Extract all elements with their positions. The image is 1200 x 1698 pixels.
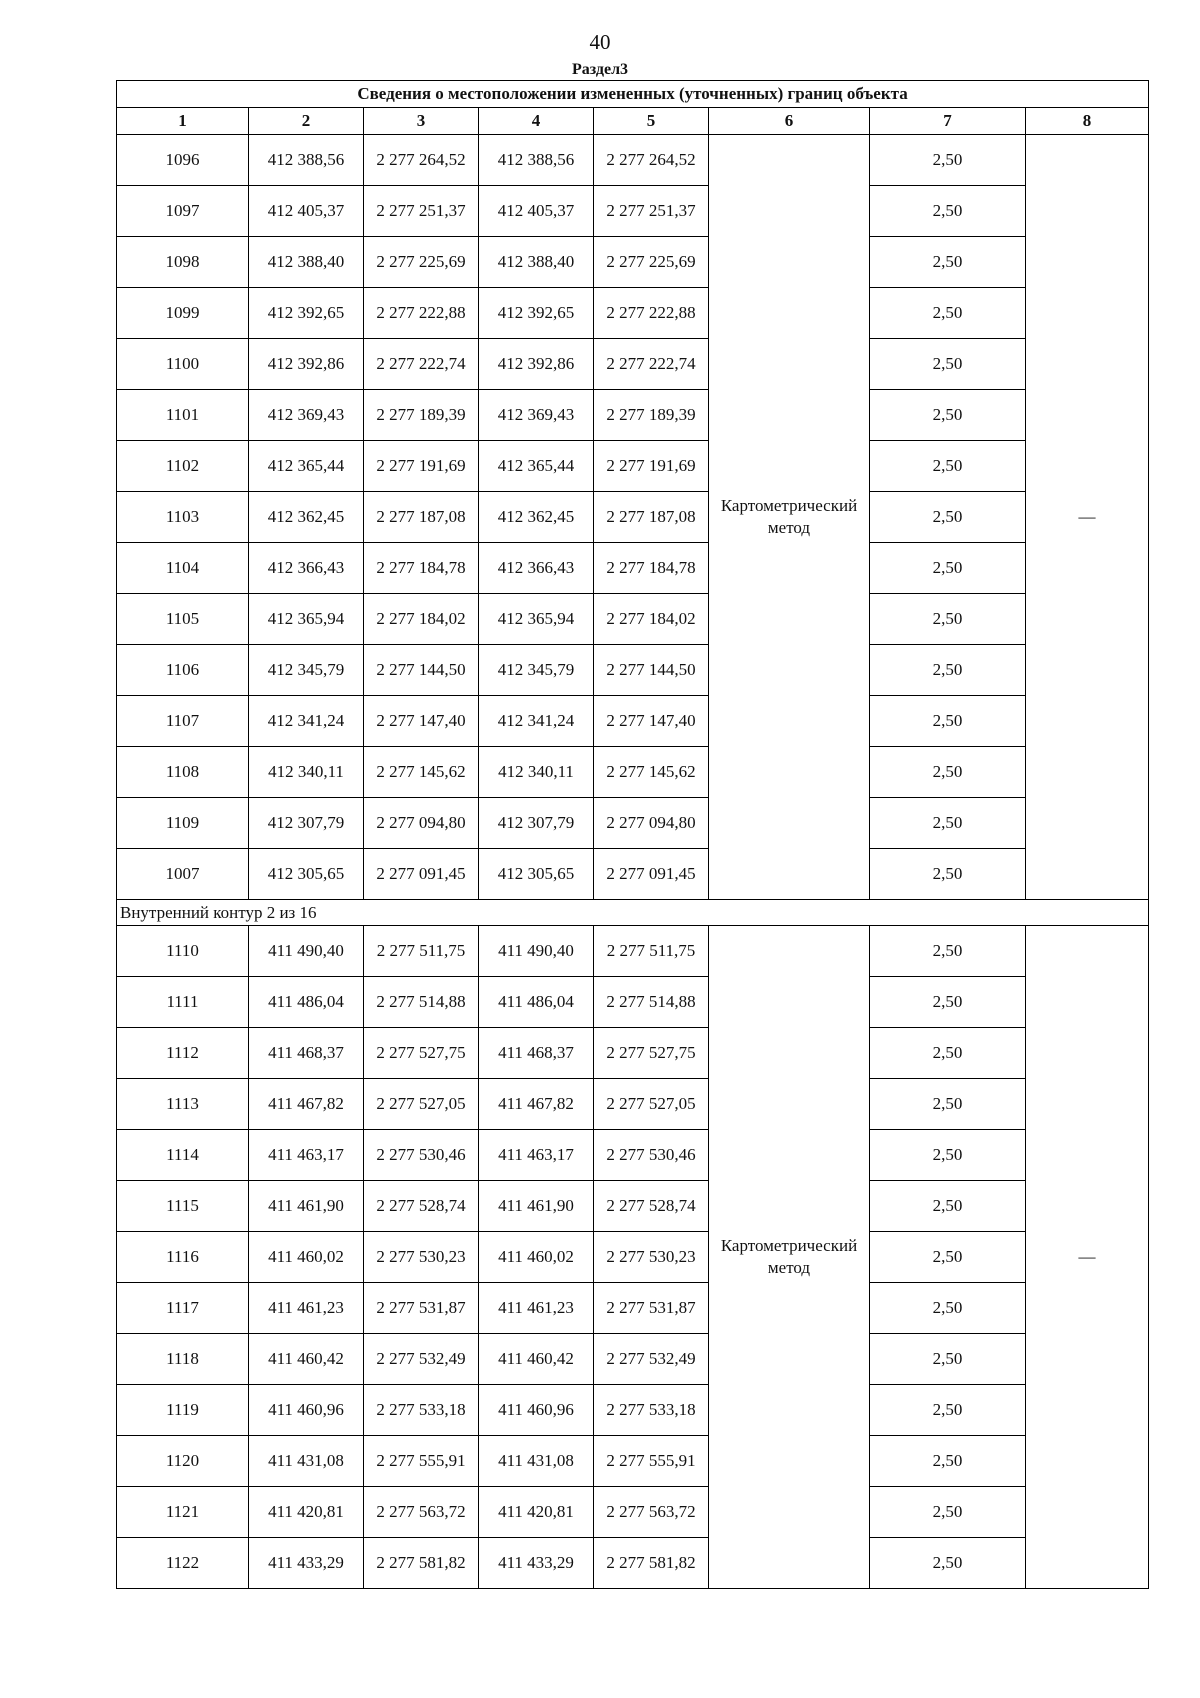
x-coordinate: 411 463,17 <box>249 1130 364 1181</box>
point-number: 1111 <box>117 977 249 1028</box>
x-coordinate: 412 405,37 <box>249 186 364 237</box>
table-row <box>117 1079 1149 1130</box>
y-coordinate-new: 2 277 528,74 <box>594 1181 709 1232</box>
x-coordinate: 411 467,82 <box>249 1079 364 1130</box>
accuracy-value: 2,50 <box>870 441 1026 492</box>
y-coordinate: 2 277 189,39 <box>364 390 479 441</box>
table-row <box>117 135 1149 186</box>
y-coordinate-new: 2 277 191,69 <box>594 441 709 492</box>
y-coordinate-new: 2 277 511,75 <box>594 926 709 977</box>
x-coordinate: 411 461,90 <box>249 1181 364 1232</box>
x-coordinate: 411 460,42 <box>249 1334 364 1385</box>
x-coordinate-new: 412 405,37 <box>479 186 594 237</box>
point-number: 1119 <box>117 1385 249 1436</box>
column-header: 5 <box>594 108 709 135</box>
table-row <box>117 441 1149 492</box>
accuracy-value: 2,50 <box>870 492 1026 543</box>
accuracy-value: 2,50 <box>870 1028 1026 1079</box>
table-row <box>117 237 1149 288</box>
x-coordinate: 412 305,65 <box>249 849 364 900</box>
x-coordinate-new: 411 486,04 <box>479 977 594 1028</box>
x-coordinate: 411 431,08 <box>249 1436 364 1487</box>
y-coordinate: 2 277 530,23 <box>364 1232 479 1283</box>
x-coordinate-new: 412 362,45 <box>479 492 594 543</box>
y-coordinate: 2 277 222,88 <box>364 288 479 339</box>
point-number: 1121 <box>117 1487 249 1538</box>
table-row <box>117 798 1149 849</box>
table-row <box>117 1385 1149 1436</box>
y-coordinate-new: 2 277 225,69 <box>594 237 709 288</box>
column-header-row <box>117 108 1149 135</box>
point-number: 1114 <box>117 1130 249 1181</box>
table-caption-row <box>117 81 1149 108</box>
x-coordinate: 411 490,40 <box>249 926 364 977</box>
y-coordinate-new: 2 277 555,91 <box>594 1436 709 1487</box>
point-number: 1007 <box>117 849 249 900</box>
y-coordinate: 2 277 514,88 <box>364 977 479 1028</box>
y-coordinate: 2 277 091,45 <box>364 849 479 900</box>
y-coordinate-new: 2 277 531,87 <box>594 1283 709 1334</box>
x-coordinate-new: 411 433,29 <box>479 1538 594 1589</box>
point-number: 1108 <box>117 747 249 798</box>
accuracy-value: 2,50 <box>870 645 1026 696</box>
x-coordinate-new: 411 420,81 <box>479 1487 594 1538</box>
point-number: 1100 <box>117 339 249 390</box>
x-coordinate: 412 392,86 <box>249 339 364 390</box>
y-coordinate: 2 277 184,02 <box>364 594 479 645</box>
point-number: 1104 <box>117 543 249 594</box>
point-number: 1107 <box>117 696 249 747</box>
x-coordinate-new: 411 467,82 <box>479 1079 594 1130</box>
accuracy-value: 2,50 <box>870 1130 1026 1181</box>
x-coordinate: 412 392,65 <box>249 288 364 339</box>
point-number: 1118 <box>117 1334 249 1385</box>
x-coordinate-new: 412 305,65 <box>479 849 594 900</box>
table-row <box>117 1181 1149 1232</box>
y-coordinate-new: 2 277 532,49 <box>594 1334 709 1385</box>
x-coordinate: 411 486,04 <box>249 977 364 1028</box>
column-header: 8 <box>1026 108 1149 135</box>
page-number: 40 <box>589 30 611 54</box>
y-coordinate: 2 277 187,08 <box>364 492 479 543</box>
table-row <box>117 543 1149 594</box>
y-coordinate-new: 2 277 530,46 <box>594 1130 709 1181</box>
point-number: 1112 <box>117 1028 249 1079</box>
table-row <box>117 594 1149 645</box>
x-coordinate-new: 411 460,42 <box>479 1334 594 1385</box>
x-coordinate-new: 412 365,44 <box>479 441 594 492</box>
accuracy-value: 2,50 <box>870 1436 1026 1487</box>
y-coordinate-new: 2 277 222,88 <box>594 288 709 339</box>
x-coordinate-new: 412 345,79 <box>479 645 594 696</box>
point-number: 1117 <box>117 1283 249 1334</box>
point-number: 1096 <box>117 135 249 186</box>
point-number: 1116 <box>117 1232 249 1283</box>
accuracy-value: 2,50 <box>870 339 1026 390</box>
y-coordinate-new: 2 277 527,05 <box>594 1079 709 1130</box>
x-coordinate: 412 307,79 <box>249 798 364 849</box>
x-coordinate-new: 412 388,40 <box>479 237 594 288</box>
table-row <box>117 1028 1149 1079</box>
table-row <box>117 926 1149 977</box>
table-row <box>117 390 1149 441</box>
x-coordinate-new: 412 369,43 <box>479 390 594 441</box>
table-row <box>117 339 1149 390</box>
y-coordinate: 2 277 530,46 <box>364 1130 479 1181</box>
y-coordinate-new: 2 277 251,37 <box>594 186 709 237</box>
y-coordinate-new: 2 277 184,02 <box>594 594 709 645</box>
accuracy-value: 2,50 <box>870 1487 1026 1538</box>
x-coordinate: 412 388,56 <box>249 135 364 186</box>
x-coordinate: 412 365,94 <box>249 594 364 645</box>
x-coordinate: 411 461,23 <box>249 1283 364 1334</box>
table-row <box>117 645 1149 696</box>
column-header: 6 <box>709 108 870 135</box>
accuracy-value: 2,50 <box>870 135 1026 186</box>
contour-label-row <box>117 900 1149 926</box>
point-number: 1103 <box>117 492 249 543</box>
x-coordinate: 411 468,37 <box>249 1028 364 1079</box>
x-coordinate-new: 411 461,90 <box>479 1181 594 1232</box>
accuracy-value: 2,50 <box>870 1385 1026 1436</box>
table-row <box>117 1283 1149 1334</box>
y-coordinate: 2 277 581,82 <box>364 1538 479 1589</box>
y-coordinate: 2 277 527,75 <box>364 1028 479 1079</box>
y-coordinate: 2 277 145,62 <box>364 747 479 798</box>
x-coordinate: 412 345,79 <box>249 645 364 696</box>
y-coordinate: 2 277 563,72 <box>364 1487 479 1538</box>
accuracy-value: 2,50 <box>870 1181 1026 1232</box>
point-number: 1113 <box>117 1079 249 1130</box>
column-header: 3 <box>364 108 479 135</box>
y-coordinate-new: 2 277 514,88 <box>594 977 709 1028</box>
accuracy-value: 2,50 <box>870 390 1026 441</box>
accuracy-value: 2,50 <box>870 594 1026 645</box>
column-header: 2 <box>249 108 364 135</box>
x-coordinate: 412 366,43 <box>249 543 364 594</box>
y-coordinate: 2 277 532,49 <box>364 1334 479 1385</box>
y-coordinate-new: 2 277 145,62 <box>594 747 709 798</box>
x-coordinate-new: 412 341,24 <box>479 696 594 747</box>
method-cell: Картометрический метод <box>709 135 870 900</box>
point-number: 1105 <box>117 594 249 645</box>
x-coordinate-new: 412 392,86 <box>479 339 594 390</box>
y-coordinate: 2 277 225,69 <box>364 237 479 288</box>
table-caption: Сведения о местоположении измененных (уточненных) границ объекта <box>117 81 1149 108</box>
accuracy-value: 2,50 <box>870 1232 1026 1283</box>
y-coordinate: 2 277 533,18 <box>364 1385 479 1436</box>
contour-label: Внутренний контур 2 из 16 <box>117 900 1149 926</box>
table-row <box>117 186 1149 237</box>
x-coordinate-new: 412 307,79 <box>479 798 594 849</box>
table-row <box>117 1538 1149 1589</box>
point-number: 1106 <box>117 645 249 696</box>
y-coordinate: 2 277 511,75 <box>364 926 479 977</box>
x-coordinate: 412 365,44 <box>249 441 364 492</box>
y-coordinate-new: 2 277 187,08 <box>594 492 709 543</box>
x-coordinate-new: 411 460,96 <box>479 1385 594 1436</box>
table-row <box>117 1130 1149 1181</box>
point-number: 1101 <box>117 390 249 441</box>
accuracy-value: 2,50 <box>870 696 1026 747</box>
x-coordinate: 412 341,24 <box>249 696 364 747</box>
column-header: 1 <box>117 108 249 135</box>
y-coordinate: 2 277 191,69 <box>364 441 479 492</box>
table-row <box>117 696 1149 747</box>
accuracy-value: 2,50 <box>870 926 1026 977</box>
boundary-coordinates-table <box>116 80 1149 1589</box>
point-number: 1115 <box>117 1181 249 1232</box>
accuracy-value: 2,50 <box>870 1079 1026 1130</box>
y-coordinate-new: 2 277 530,23 <box>594 1232 709 1283</box>
table-row <box>117 977 1149 1028</box>
y-coordinate-new: 2 277 094,80 <box>594 798 709 849</box>
x-coordinate: 412 388,40 <box>249 237 364 288</box>
x-coordinate-new: 411 490,40 <box>479 926 594 977</box>
note-cell: — <box>1026 926 1149 1589</box>
note-cell: — <box>1026 135 1149 900</box>
table-row <box>117 492 1149 543</box>
x-coordinate: 411 460,96 <box>249 1385 364 1436</box>
point-number: 1120 <box>117 1436 249 1487</box>
x-coordinate: 411 460,02 <box>249 1232 364 1283</box>
accuracy-value: 2,50 <box>870 849 1026 900</box>
y-coordinate: 2 277 251,37 <box>364 186 479 237</box>
column-header: 7 <box>870 108 1026 135</box>
table-row <box>117 1232 1149 1283</box>
x-coordinate-new: 412 392,65 <box>479 288 594 339</box>
accuracy-value: 2,50 <box>870 747 1026 798</box>
y-coordinate: 2 277 264,52 <box>364 135 479 186</box>
column-header: 4 <box>479 108 594 135</box>
accuracy-value: 2,50 <box>870 186 1026 237</box>
x-coordinate-new: 411 463,17 <box>479 1130 594 1181</box>
point-number: 1109 <box>117 798 249 849</box>
accuracy-value: 2,50 <box>870 977 1026 1028</box>
table-row <box>117 1487 1149 1538</box>
y-coordinate-new: 2 277 527,75 <box>594 1028 709 1079</box>
x-coordinate-new: 411 461,23 <box>479 1283 594 1334</box>
accuracy-value: 2,50 <box>870 798 1026 849</box>
y-coordinate: 2 277 184,78 <box>364 543 479 594</box>
y-coordinate-new: 2 277 144,50 <box>594 645 709 696</box>
method-cell: Картометрический метод <box>709 926 870 1589</box>
accuracy-value: 2,50 <box>870 543 1026 594</box>
x-coordinate-new: 411 460,02 <box>479 1232 594 1283</box>
accuracy-value: 2,50 <box>870 1334 1026 1385</box>
x-coordinate: 412 369,43 <box>249 390 364 441</box>
y-coordinate: 2 277 147,40 <box>364 696 479 747</box>
x-coordinate: 411 420,81 <box>249 1487 364 1538</box>
y-coordinate-new: 2 277 222,74 <box>594 339 709 390</box>
y-coordinate-new: 2 277 184,78 <box>594 543 709 594</box>
table-row <box>117 1334 1149 1385</box>
y-coordinate: 2 277 555,91 <box>364 1436 479 1487</box>
x-coordinate-new: 412 366,43 <box>479 543 594 594</box>
y-coordinate-new: 2 277 563,72 <box>594 1487 709 1538</box>
x-coordinate-new: 412 365,94 <box>479 594 594 645</box>
accuracy-value: 2,50 <box>870 1538 1026 1589</box>
x-coordinate-new: 411 468,37 <box>479 1028 594 1079</box>
table-row <box>117 1436 1149 1487</box>
table-row <box>117 849 1149 900</box>
x-coordinate-new: 411 431,08 <box>479 1436 594 1487</box>
x-coordinate-new: 412 388,56 <box>479 135 594 186</box>
y-coordinate: 2 277 531,87 <box>364 1283 479 1334</box>
y-coordinate: 2 277 528,74 <box>364 1181 479 1232</box>
table-row <box>117 288 1149 339</box>
y-coordinate-new: 2 277 581,82 <box>594 1538 709 1589</box>
accuracy-value: 2,50 <box>870 288 1026 339</box>
x-coordinate: 412 362,45 <box>249 492 364 543</box>
y-coordinate-new: 2 277 533,18 <box>594 1385 709 1436</box>
accuracy-value: 2,50 <box>870 1283 1026 1334</box>
x-coordinate: 412 340,11 <box>249 747 364 798</box>
y-coordinate: 2 277 094,80 <box>364 798 479 849</box>
y-coordinate-new: 2 277 189,39 <box>594 390 709 441</box>
x-coordinate: 411 433,29 <box>249 1538 364 1589</box>
y-coordinate-new: 2 277 264,52 <box>594 135 709 186</box>
point-number: 1097 <box>117 186 249 237</box>
y-coordinate: 2 277 222,74 <box>364 339 479 390</box>
point-number: 1110 <box>117 926 249 977</box>
point-number: 1099 <box>117 288 249 339</box>
y-coordinate-new: 2 277 147,40 <box>594 696 709 747</box>
y-coordinate-new: 2 277 091,45 <box>594 849 709 900</box>
accuracy-value: 2,50 <box>870 237 1026 288</box>
section-title: Раздел3 <box>571 61 629 78</box>
table-row <box>117 747 1149 798</box>
y-coordinate: 2 277 527,05 <box>364 1079 479 1130</box>
point-number: 1098 <box>117 237 249 288</box>
y-coordinate: 2 277 144,50 <box>364 645 479 696</box>
x-coordinate-new: 412 340,11 <box>479 747 594 798</box>
point-number: 1122 <box>117 1538 249 1589</box>
point-number: 1102 <box>117 441 249 492</box>
